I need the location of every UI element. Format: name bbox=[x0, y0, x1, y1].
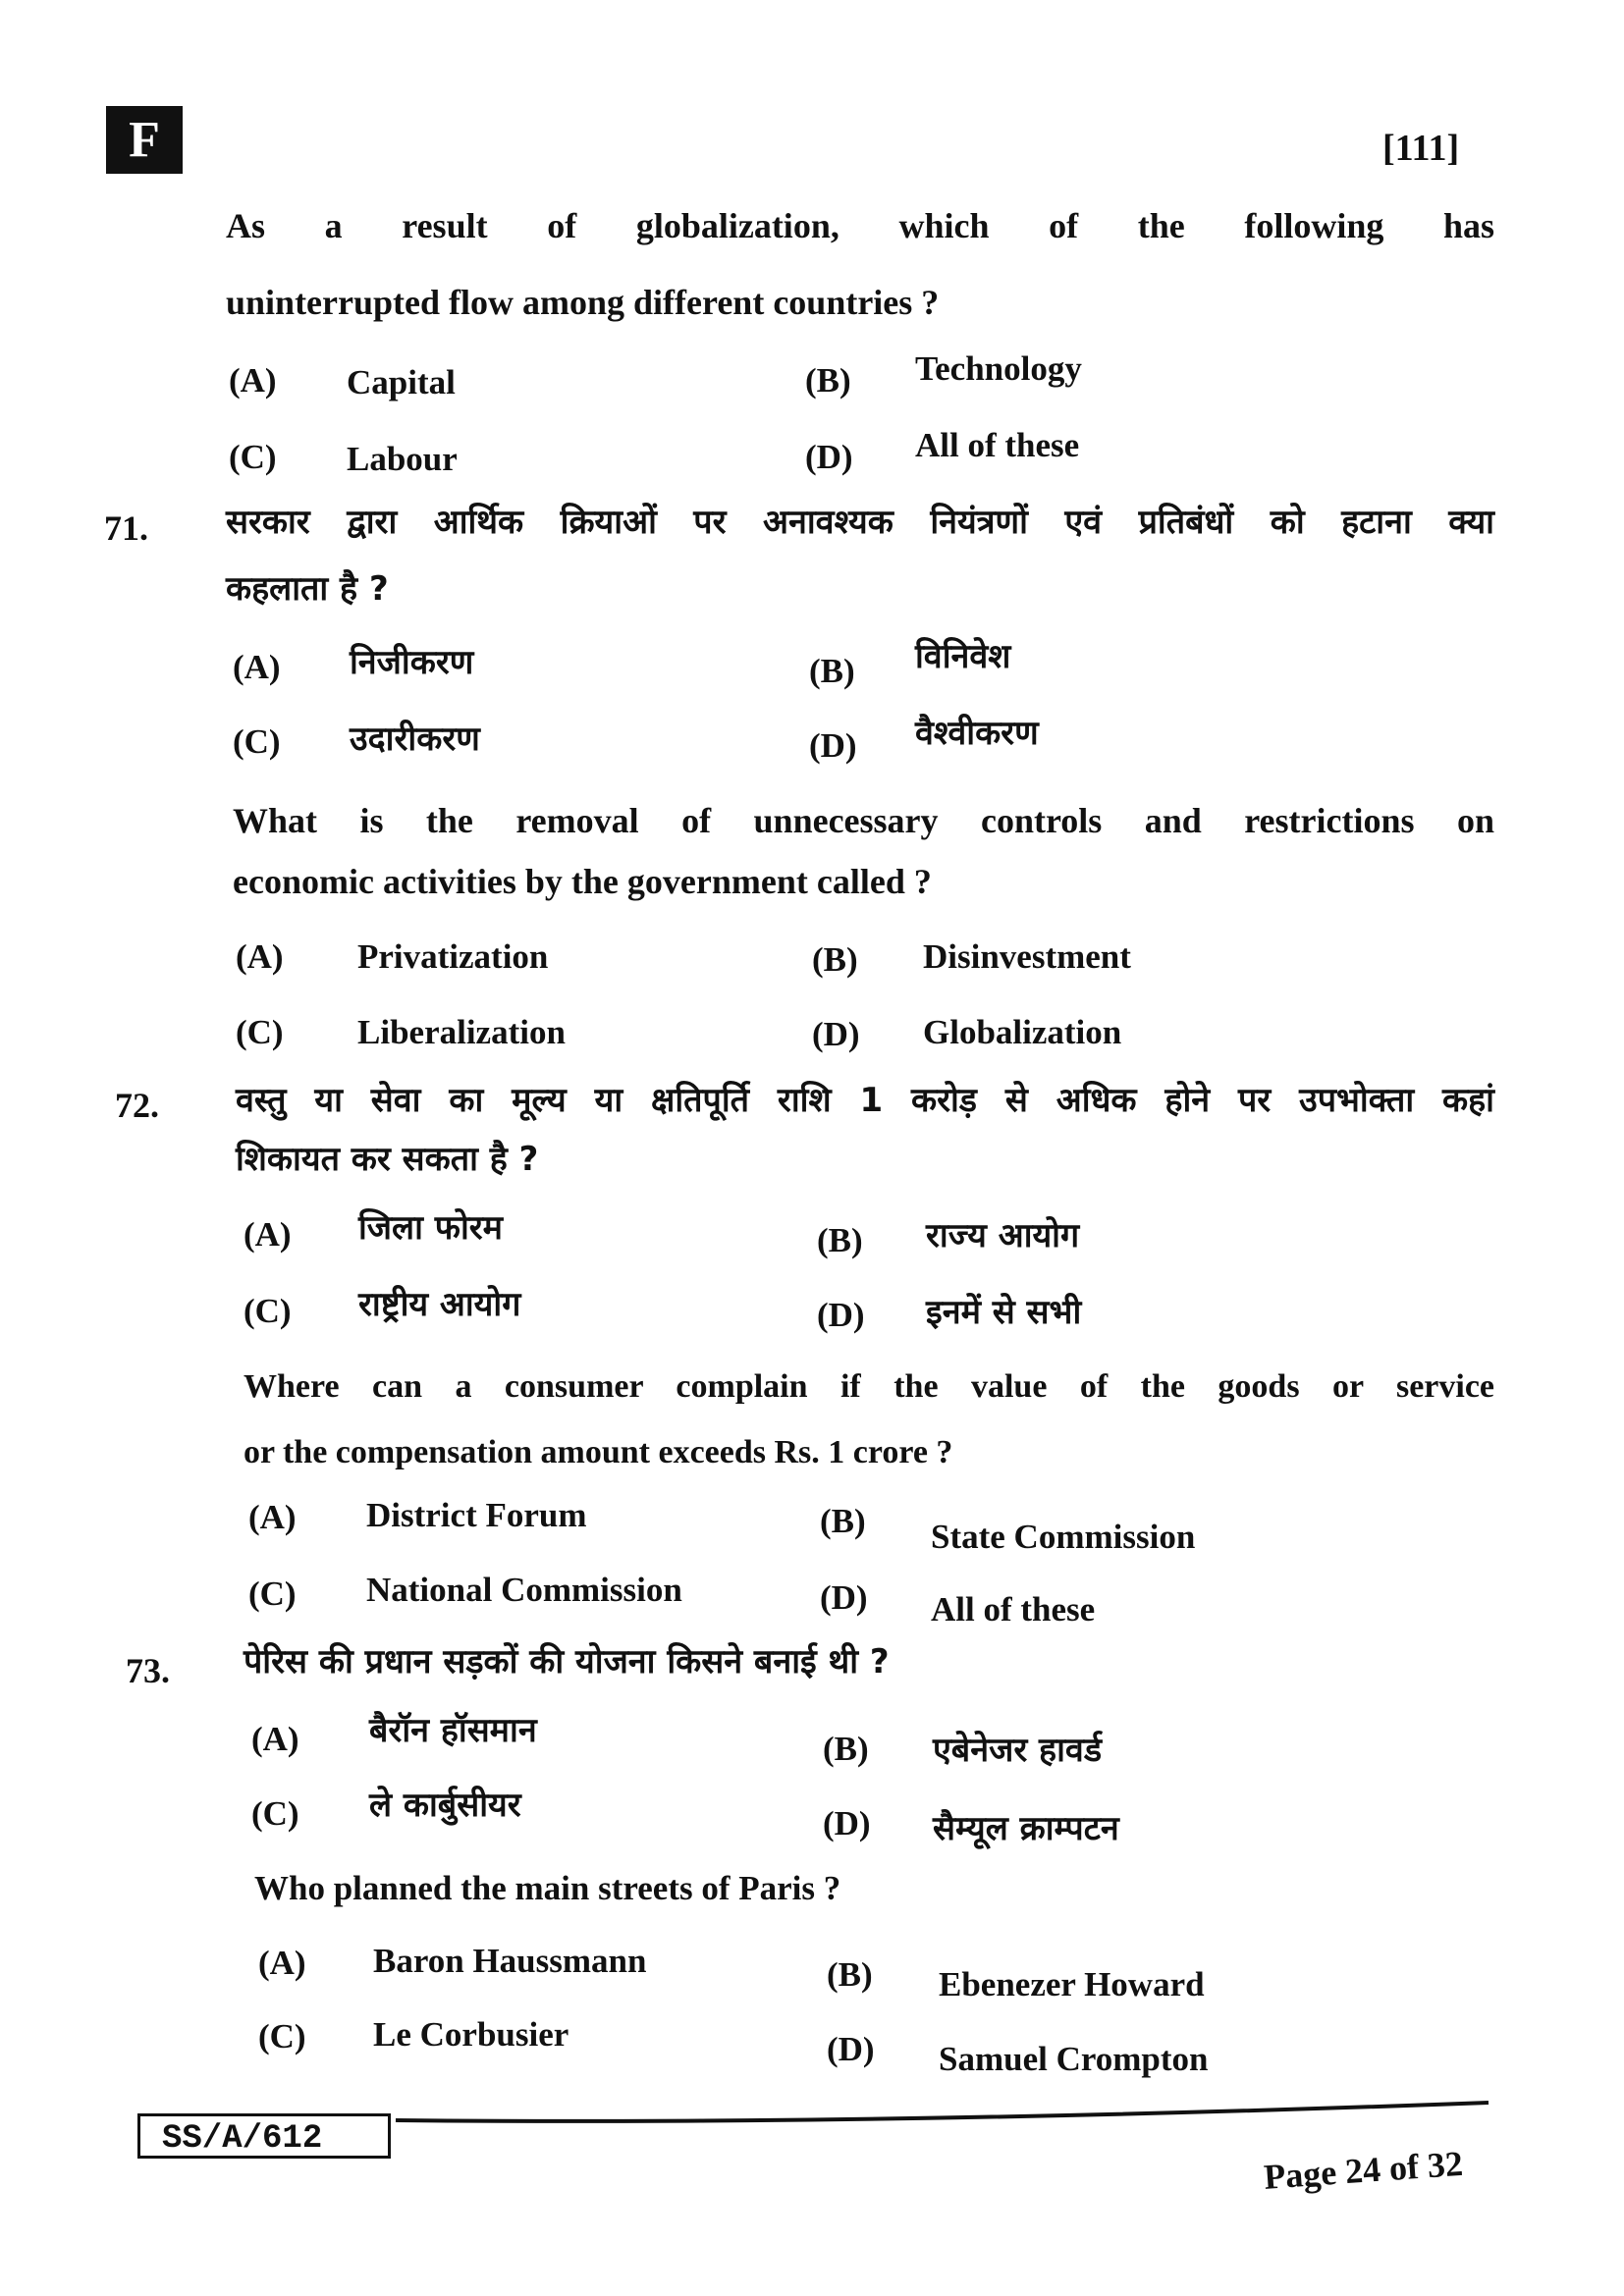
option-key: (D) bbox=[805, 438, 853, 476]
question-number: 73. bbox=[126, 1651, 170, 1690]
option-text: विनिवेश bbox=[915, 637, 1011, 676]
option-key: (D) bbox=[809, 726, 857, 765]
option-key: (B) bbox=[805, 361, 851, 400]
option-text: Disinvestment bbox=[923, 937, 1131, 976]
question-72-hindi-line2: शिकायत कर सकता है ? bbox=[236, 1140, 539, 1179]
question-73-hindi-line1: पेरिस की प्रधान सड़कों की योजना किसने बनाई थी ? bbox=[244, 1642, 890, 1682]
option-text: Technology bbox=[915, 349, 1082, 388]
option-text: All of these bbox=[915, 426, 1080, 464]
option-text: इनमें से सभी bbox=[926, 1293, 1082, 1332]
option-key: (B) bbox=[820, 1502, 866, 1540]
option-text: निजीकरण bbox=[350, 643, 474, 682]
question-73-english-line1: Who planned the main streets of Paris ? bbox=[254, 1869, 841, 1907]
option-key: (C) bbox=[236, 1013, 284, 1051]
option-key: (A) bbox=[229, 361, 277, 400]
option-key: (A) bbox=[236, 937, 284, 976]
option-key: (C) bbox=[251, 1794, 299, 1833]
paper-code-box: SS/A/612 bbox=[137, 2113, 391, 2159]
question-70-text-line1: As a result of globalization, which of the following has bbox=[226, 206, 1494, 245]
question-71-english-line2: economic activities by the government called ? bbox=[233, 862, 932, 901]
option-text: बैरॉन हॉसमान bbox=[369, 1711, 537, 1750]
option-text: ले कार्बुसीयर bbox=[369, 1786, 521, 1825]
option-text: उदारीकरण bbox=[350, 720, 480, 759]
option-text: Globalization bbox=[923, 1013, 1122, 1051]
question-number: 71. bbox=[104, 508, 148, 548]
option-text: State Commission bbox=[931, 1518, 1196, 1556]
option-text: Labour bbox=[347, 440, 458, 478]
option-text: राष्ट्रीय आयोग bbox=[358, 1285, 521, 1324]
option-key: (A) bbox=[258, 1944, 306, 1982]
option-key: (A) bbox=[248, 1498, 297, 1536]
page-marker: [111] bbox=[1382, 128, 1460, 169]
option-key: (D) bbox=[817, 1296, 865, 1334]
option-text: एबेनेजर हावर्ड bbox=[933, 1731, 1103, 1770]
set-label-badge: F bbox=[106, 106, 183, 174]
option-key: (A) bbox=[244, 1215, 292, 1254]
option-text: सैम्यूल क्राम्पटन bbox=[933, 1809, 1119, 1848]
question-72-english-line2: or the compensation amount exceeds Rs. 1 crore ? bbox=[244, 1434, 953, 1470]
option-text: वैश्वीकरण bbox=[915, 714, 1039, 753]
question-number: 72. bbox=[115, 1086, 159, 1125]
option-text: राज्य आयोग bbox=[926, 1216, 1080, 1255]
question-71-hindi-line1: सरकार द्वारा आर्थिक क्रियाओं पर अनावश्यक नियंत्रणों एवं प्रतिबंधों को हटाना क्या bbox=[226, 503, 1494, 542]
option-key: (D) bbox=[820, 1578, 868, 1617]
option-text: Le Corbusier bbox=[373, 2015, 569, 2054]
option-text: Ebenezer Howard bbox=[939, 1965, 1205, 2003]
option-key: (C) bbox=[233, 722, 281, 761]
option-key: (B) bbox=[809, 652, 855, 690]
option-key: (D) bbox=[823, 1804, 871, 1842]
option-key: (D) bbox=[812, 1015, 860, 1053]
option-key: (B) bbox=[812, 940, 858, 979]
option-text: All of these bbox=[931, 1590, 1096, 1629]
option-key: (C) bbox=[248, 1575, 297, 1613]
option-key: (C) bbox=[229, 438, 277, 476]
option-key: (B) bbox=[817, 1221, 863, 1259]
option-key: (C) bbox=[258, 2017, 306, 2056]
question-70-text-line2: uninterrupted flow among different countries ? bbox=[226, 283, 940, 322]
option-text: District Forum bbox=[366, 1496, 587, 1534]
option-key: (A) bbox=[233, 648, 281, 686]
option-text: Samuel Crompton bbox=[939, 2040, 1209, 2078]
question-72-english-line1: Where can a consumer complain if the value of the goods or service bbox=[244, 1368, 1494, 1405]
option-key: (B) bbox=[827, 1955, 873, 1994]
option-key: (B) bbox=[823, 1730, 869, 1768]
option-text: Baron Haussmann bbox=[373, 1942, 647, 1980]
option-text: जिला फोरम bbox=[358, 1208, 503, 1248]
question-72-hindi-line1: वस्तु या सेवा का मूल्य या क्षतिपूर्ति राशि 1 करोड़ से अधिक होने पर उपभोक्ता कहां bbox=[236, 1081, 1494, 1120]
option-text: National Commission bbox=[366, 1571, 682, 1609]
option-key: (C) bbox=[244, 1292, 292, 1330]
option-key: (D) bbox=[827, 2030, 875, 2068]
option-text: Privatization bbox=[357, 937, 549, 976]
page-number: Page 24 of 32 bbox=[1262, 2143, 1465, 2197]
option-key: (A) bbox=[251, 1720, 299, 1758]
option-text: Capital bbox=[347, 363, 456, 401]
option-text: Liberalization bbox=[357, 1013, 566, 1051]
question-71-hindi-line2: कहलाता है ? bbox=[226, 569, 389, 609]
question-71-english-line1: What is the removal of unnecessary controls and restrictions on bbox=[233, 801, 1494, 840]
